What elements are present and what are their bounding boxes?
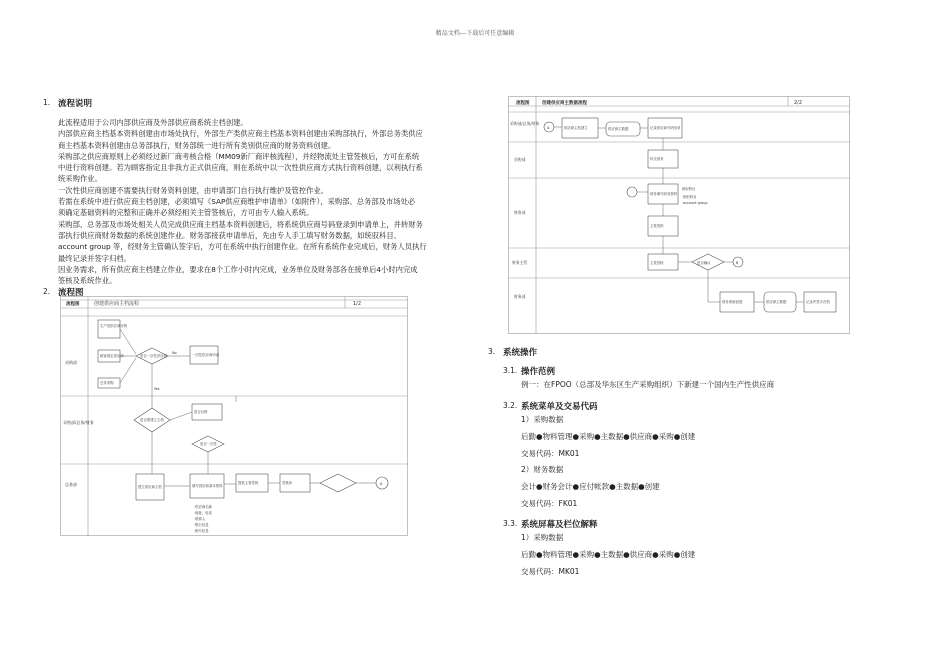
- para-line: account group 等，经财务主管确认签字后，方可在系统中执行创建作业。在所有系统作业完成后，财务人员执行: [58, 242, 427, 252]
- subsection-line: 交易代码：MK01: [521, 449, 580, 458]
- flow2-box: 主管签核: [650, 224, 664, 228]
- para-line: 中进行资料创建。若为顾客指定且非我方正式供应商，则在系统中以一次性供应商方式执行资料创建，以利执行系: [58, 163, 423, 173]
- flow2-box: 供应商主数据: [766, 300, 787, 304]
- subsection-line: 例一：在FPOO（总部及华东区生产采购组织）下新建一个国内生产性供应商: [521, 380, 775, 389]
- flow2-note: ·统驭科目: [682, 195, 697, 199]
- subsection-line: 2）财务数据: [521, 465, 564, 474]
- flow1-box: 是否合格: [194, 410, 208, 414]
- subsection-title: 系统屏幕及栏位解释: [521, 520, 598, 530]
- subsection-title: 系统菜单及交易代码: [521, 402, 598, 412]
- para-line: 此流程适用于公司内部供应商及外部供应商系统主档创建。: [58, 118, 248, 127]
- flow2-box: 记录供应商号码至单: [650, 126, 681, 130]
- section2-number: 2.: [43, 287, 51, 296]
- flow1-box: 顾客指定供应商: [100, 354, 124, 358]
- para-line: 最终记录并签字归档。: [58, 253, 131, 263]
- subsection-number: 3.1.: [503, 366, 518, 375]
- flow1-note: ·银行信息: [194, 523, 209, 527]
- flow2-title: 创建供应商主数据流程: [542, 101, 587, 106]
- flow2-box: 财务填写财务资料: [650, 192, 678, 196]
- flow2-lane: 财务部: [514, 210, 526, 215]
- flow2-box: 供应商主档建立: [564, 126, 588, 130]
- para-line: 一次性供应商创建不需要执行财务资料创建，由申请部门自行执行维护及管控作业。: [58, 185, 328, 195]
- flow1-note: ·供应商名称: [194, 505, 213, 509]
- flow1-lane: 采购部: [65, 360, 77, 365]
- flow2-box: 转交财务: [650, 157, 664, 161]
- flow1-box: 填写供应商基本资料: [192, 484, 223, 488]
- flow1-box: 是否一次性: [200, 442, 217, 446]
- flow2-box: 财务系统创建: [722, 300, 743, 304]
- flow2-note: ·account group: [682, 201, 708, 205]
- flow1-box: 是否需建立主档: [140, 418, 164, 422]
- section1-title: 流程说明: [58, 99, 93, 109]
- subsection-line: 会计●财务会计●应付帐款●主数据●创建: [521, 482, 660, 491]
- flow1-page: 1/2: [353, 301, 362, 307]
- flow2-box: 供应商主数据: [608, 127, 629, 131]
- flow1-header-label: 流程图: [66, 302, 80, 307]
- flow1-note: ·联系人: [194, 517, 206, 521]
- subsection-number: 3.2.: [503, 401, 518, 410]
- subsection-line: 1）采购数据: [521, 533, 564, 542]
- flow1-box: 总务采购: [100, 381, 114, 385]
- flow2-box: 记录并签字归档: [806, 300, 830, 304]
- flow2-lane: 财务部: [514, 294, 526, 299]
- flow1-label: Yes: [154, 387, 160, 391]
- flow1-box: 生产类供应商评核: [100, 324, 128, 328]
- section2-title: 流程图: [58, 288, 84, 298]
- flow1-box: 建立供应商主档: [138, 485, 162, 489]
- flowchart-1: [60, 296, 408, 536]
- flow2-connector: A: [547, 126, 550, 130]
- para-line: 商主档基本资料创建由总务部执行，财务部统一进行所有类别供应商的财务资料创建。: [58, 140, 336, 150]
- flow1-lane: 采购部/总务/财务: [63, 420, 94, 425]
- section3-number: 3.: [488, 347, 496, 356]
- flow2-box: 是否确认: [697, 261, 711, 265]
- flow1-title: 创建供应商主档流程: [94, 301, 140, 307]
- para-line: 部执行供应商财务数据的系统创建作业。财务部接获申请单后，先由专人手工填写财务数据，如统驭科目、: [58, 230, 401, 240]
- flow1-box: 一次性供应商申请: [192, 353, 220, 357]
- subsection-line: 1）采购数据: [521, 415, 564, 424]
- para-line: 采购部之供应商原则上必须经过新厂商考核合格（MM09新厂商评核流程），并经物流处主管签核后，方可在系统: [58, 151, 420, 161]
- section1-number: 1.: [43, 98, 51, 107]
- para-line: 统采购作业。: [58, 174, 102, 184]
- para-line: 签核及系统作业。: [58, 276, 117, 286]
- para-line: 内部供应商主档基本资料创建由市场处执行，外部生产类供应商主档基本资料创建由采购部执行，外部总务类供应: [58, 129, 423, 139]
- flow2-lane: 采购部: [514, 157, 526, 162]
- flow1-label: No: [172, 351, 177, 355]
- subsection-line: 交易代码：FK01: [521, 499, 578, 508]
- flow2-box: 主管签核: [650, 261, 664, 265]
- flow2-box: 统驭科目: [682, 187, 696, 191]
- flow1-box: 签核单: [282, 481, 293, 485]
- subsection-line: 交易代码：MK01: [521, 567, 580, 576]
- flow2-header-label: 流程图: [516, 101, 530, 106]
- flow2-connector: B: [736, 261, 739, 265]
- flow2-lane: 财务主管: [512, 260, 528, 265]
- subsection-line: 后勤●物料管理●采购●主数据●供应商●采购●创建: [521, 432, 696, 441]
- flow2-page: 2/2: [794, 100, 803, 106]
- flow2-lane: 采购部/总务/财务: [510, 121, 540, 126]
- subsection-title: 操作范例: [521, 367, 556, 377]
- subsection-line: 后勤●物料管理●采购●主数据●供应商●采购●创建: [521, 550, 696, 559]
- section1-body: [58, 117, 463, 286]
- para-line: 采购部、总务部及市场处相关人员完成供应商主档基本资料创建后，将系统供应商号码登录到申请单上，并转财务: [58, 219, 423, 229]
- flow1-box: 提供主管签核: [238, 481, 259, 485]
- flowchart-2: [508, 96, 850, 334]
- flow1-connector: A: [380, 482, 383, 486]
- para-line: 须确定基础资料的完整和正确并必须经相关主管签核后，方可由专人输入系统。: [58, 208, 314, 218]
- page-header: 精品文档---下载后可任意编辑: [435, 30, 515, 37]
- flow1-lane: 总务部: [65, 482, 77, 487]
- flow1-note: ·地址、电话: [194, 511, 213, 515]
- subsection-number: 3.3.: [503, 519, 518, 528]
- flow1-box: 是否一次性供应商: [140, 354, 168, 358]
- flow1-note: ·税号信息: [194, 529, 209, 533]
- para-line: 若需在系统中进行供应商主档创建，必须填写《SAP供应商维护申请单》（如附件），采购部、总务部及市场处必: [58, 197, 416, 207]
- para-line: 因业务需求，所有供应商主档建立作业，要求在8个工作小时内完成，业务单位及财务部各在接单后4小时内完成: [58, 264, 418, 274]
- section3-title: 系统操作: [503, 348, 538, 358]
